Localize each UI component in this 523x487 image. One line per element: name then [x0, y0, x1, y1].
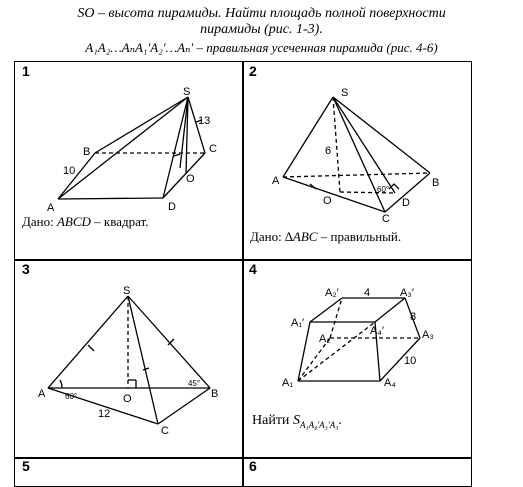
- figure-label: A₂: [319, 333, 331, 345]
- figure-label: S: [341, 87, 349, 99]
- figure-label: 10: [63, 165, 76, 177]
- figure-label: A₄: [384, 377, 396, 389]
- cell-1-caption: Дано: ABCD – квадрат.: [22, 214, 149, 229]
- figure-label: B: [83, 146, 91, 158]
- figure-label: A₄′: [370, 325, 384, 337]
- pyramid-figure-1: [58, 97, 205, 199]
- cell-2-number: 2: [249, 63, 257, 79]
- figure-label: 12: [98, 408, 111, 420]
- figure-label: A: [47, 202, 55, 214]
- header-line-1: SO – высота пирамиды. Найти площадь полной поверхности: [77, 6, 446, 21]
- figure-label: D: [168, 201, 176, 213]
- figure-label: A: [272, 175, 280, 187]
- header-line-2: пирамиды (рис. 1-3).: [200, 22, 323, 37]
- header-line-3: A₁A₂…AₙA₁′A₂′…Aₙ′ – правильная усеченная пирамида (рис. 4-6): [85, 40, 438, 55]
- figure-label: O: [323, 195, 332, 207]
- figure-label: 45°: [188, 379, 201, 388]
- figure-label: B: [211, 388, 219, 400]
- figure-label: A₁′: [291, 317, 305, 329]
- cell-5-number: 5: [22, 458, 30, 474]
- figure-label: 4: [364, 287, 371, 299]
- figure-label: D: [402, 197, 410, 209]
- figure-label: 13: [198, 115, 211, 127]
- figure-label: A₃′: [400, 287, 414, 299]
- cell-6-number: 6: [249, 458, 257, 474]
- figure-label: 8: [410, 311, 417, 323]
- figure-label: S: [183, 86, 191, 98]
- figure-label: A: [38, 388, 46, 400]
- cell-3-number: 3: [22, 261, 30, 277]
- cell-1-number: 1: [22, 63, 30, 79]
- cell-4-caption: Найти $S_{A_1A_4'A_3'A_3}$.: [252, 413, 342, 430]
- figure-label: 60°: [65, 392, 78, 401]
- figure-label: O: [123, 393, 132, 405]
- figure-label: C: [382, 213, 390, 225]
- figure-label: O: [186, 173, 195, 185]
- cell-4-number: 4: [249, 261, 257, 277]
- frustum-figure-4: [298, 298, 420, 381]
- figure-label: 60°: [377, 185, 390, 194]
- figure-label: 10: [404, 355, 417, 367]
- figure-label: A₂′: [325, 287, 339, 299]
- figure-label: C: [161, 425, 169, 437]
- figure-label: A₃: [422, 329, 434, 341]
- figure-label: B: [432, 177, 440, 189]
- figure-label: C: [209, 143, 217, 155]
- figure-label: A₁: [282, 377, 294, 389]
- pyramid-figure-2: [283, 97, 430, 212]
- figure-label: S: [123, 285, 131, 297]
- figure-label: 6: [325, 145, 332, 157]
- cell-2-caption: Дано: ∆ABC – правильный.: [250, 229, 402, 244]
